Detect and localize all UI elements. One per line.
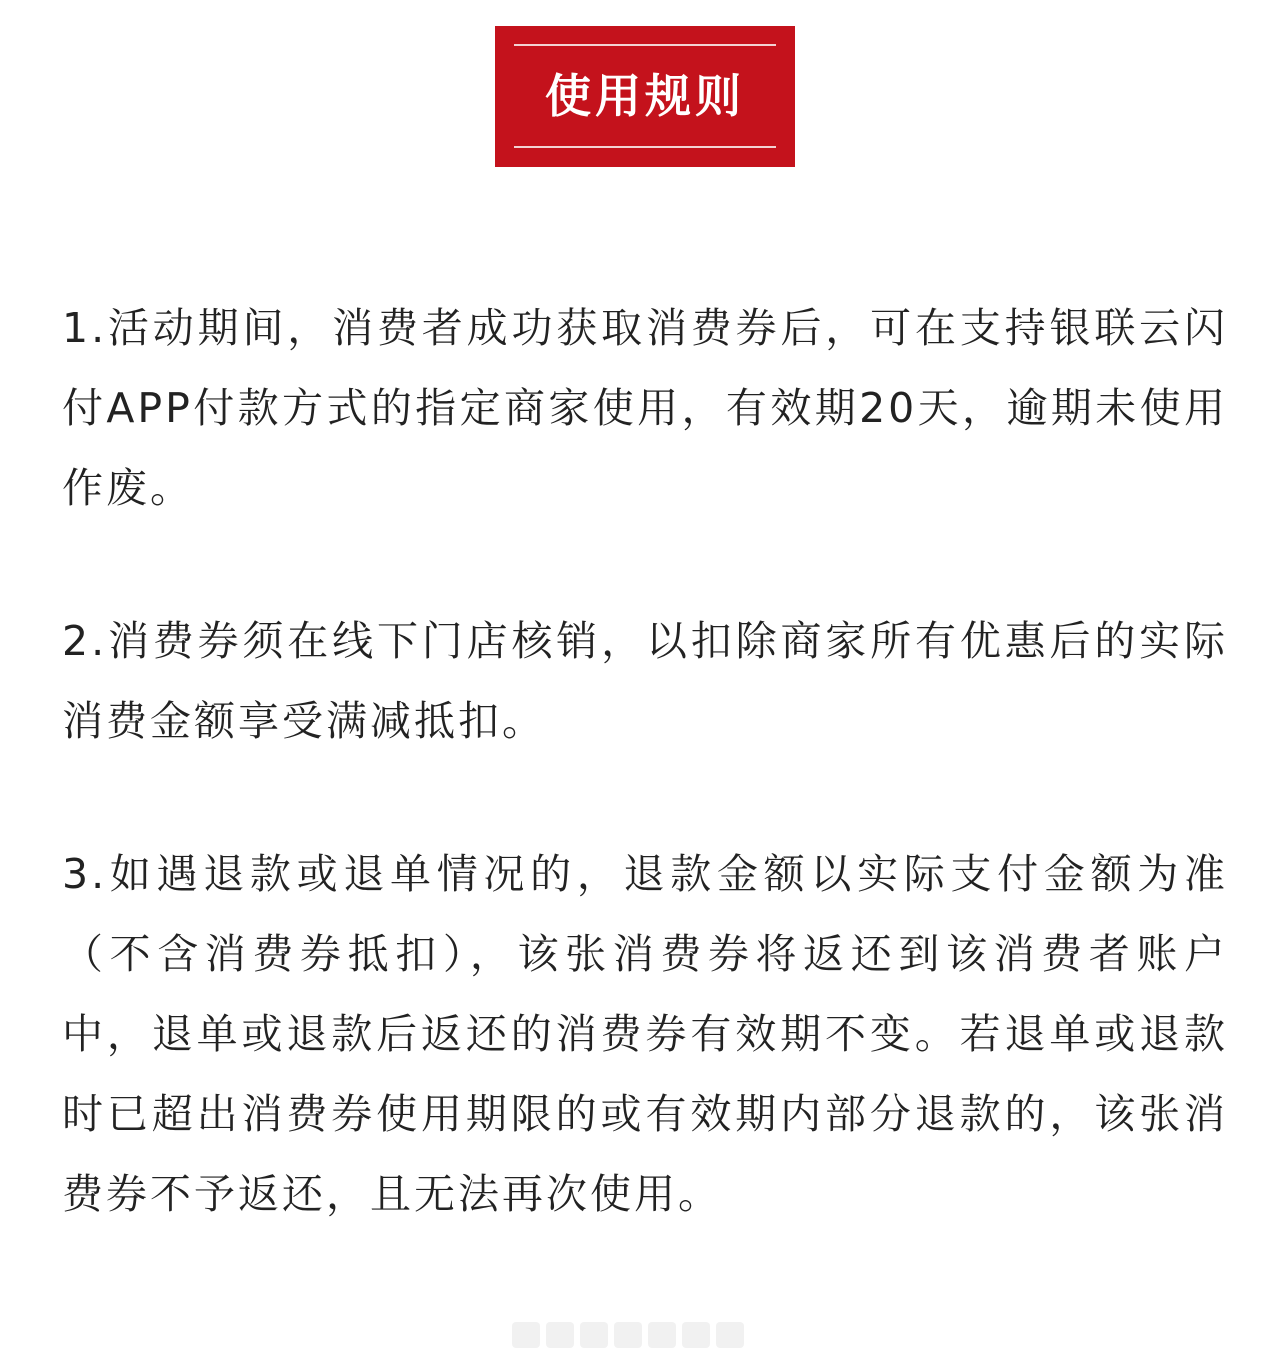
watermark-glyph (614, 1322, 642, 1348)
watermark-glyph (580, 1322, 608, 1348)
rules-list (62, 288, 1228, 1234)
watermark-glyph (648, 1322, 676, 1348)
watermark-glyph (512, 1322, 540, 1348)
watermark-glyph (682, 1322, 710, 1348)
watermark (512, 1322, 762, 1348)
title-top-divider (514, 44, 776, 46)
page-title: 使用规则 (545, 69, 745, 123)
watermark-glyph (546, 1322, 574, 1348)
rule-item-3: 3.如遇退款或退单情况的，退款金额以实际支付金额为准（不含消费券抵扣），该张消费券将返还到该消费者账户中，退单或退款后返还的消费券有效期不变。若退单或退款时已超出消费券使用期限的或有效期内部分退款的，该张消费券不予返还，且无法再次使用。 (62, 850, 1228, 1218)
rules-title-banner (495, 26, 795, 167)
rule-item-1: 1.活动期间，消费者成功获取消费券后，可在支持银联云闪付APP付款方式的指定商家使用，有效期20天，逾期未使用作废。 (62, 304, 1228, 512)
rule-item-2: 2.消费券须在线下门店核销，以扣除商家所有优惠后的实际消费金额享受满减抵扣。 (62, 617, 1228, 745)
watermark-glyph (716, 1322, 744, 1348)
title-bottom-divider (514, 146, 776, 148)
